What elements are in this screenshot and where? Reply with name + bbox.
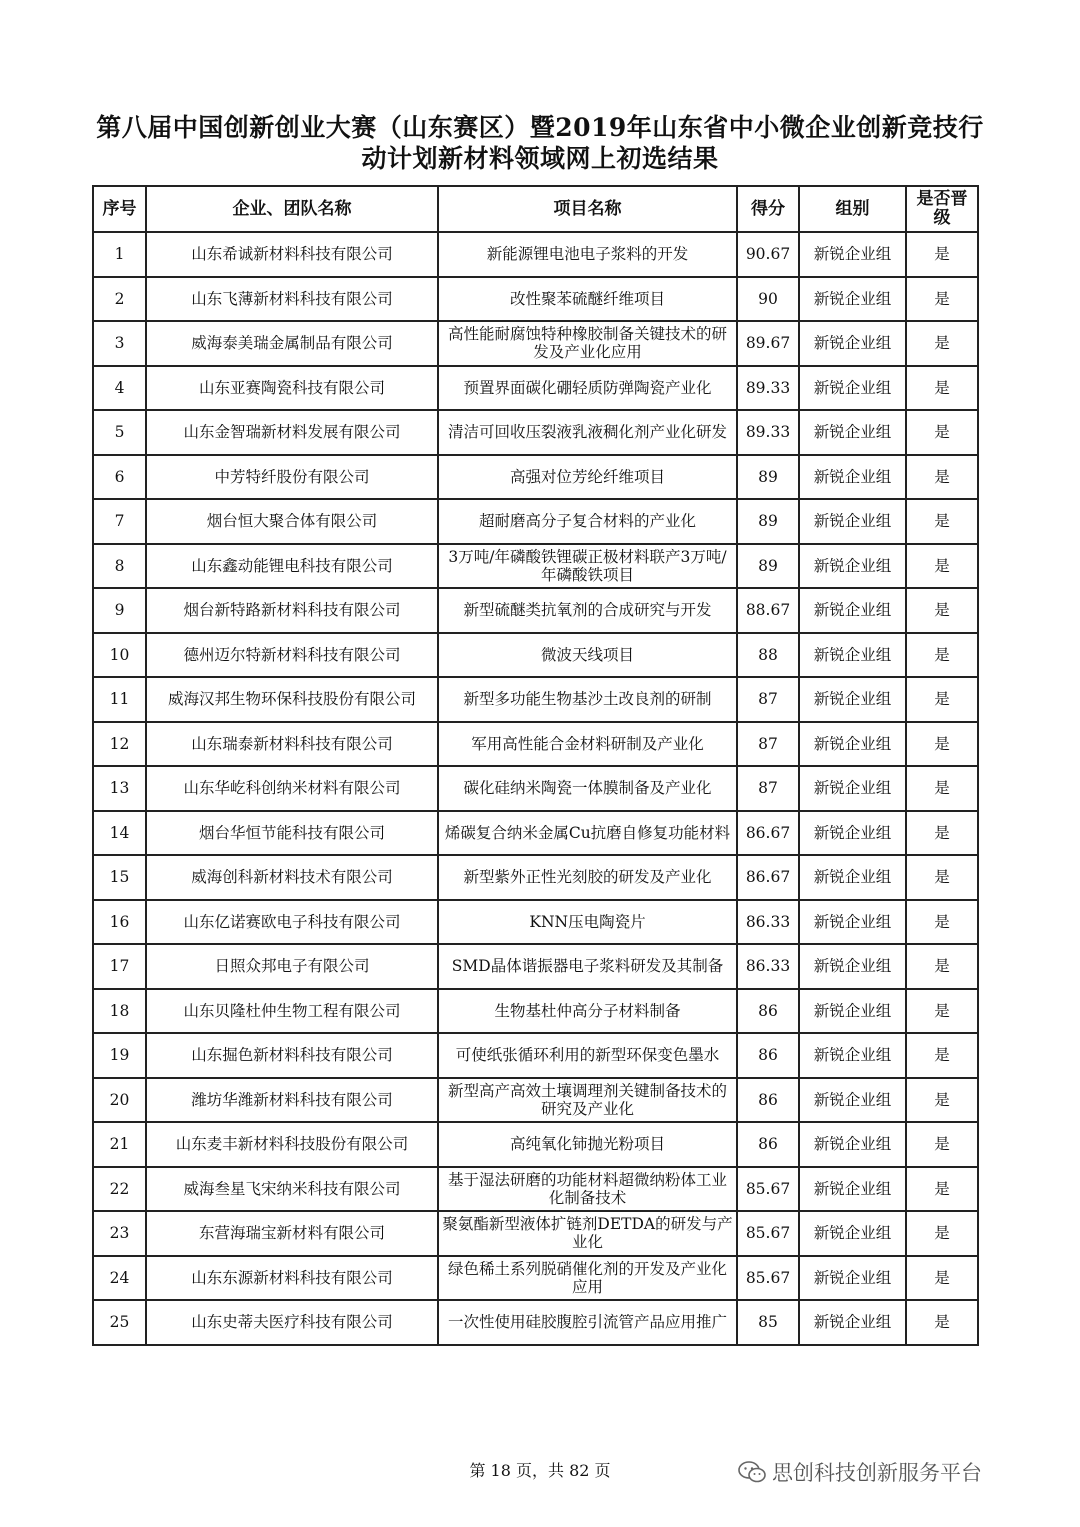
cell-promoted: 是 (906, 588, 978, 633)
cell-group: 新锐企业组 (799, 1300, 906, 1345)
cell-score: 89.33 (737, 366, 799, 411)
cell-project-name: 新型硫醚类抗氧剂的合成研究与开发 (438, 588, 737, 633)
table-row (93, 1256, 978, 1301)
wechat-icon (738, 1461, 766, 1483)
cell-promoted: 是 (906, 677, 978, 722)
table-row (93, 944, 978, 989)
title-line-2: 动计划新材料领域网上初选结果 (361, 144, 719, 173)
cell-score: 86 (737, 1122, 799, 1167)
cell-company-name: 山东掘色新材料科技有限公司 (146, 1033, 438, 1078)
cell-company-name: 威海叁星飞宋纳米科技有限公司 (146, 1167, 438, 1212)
table-row (93, 1078, 978, 1123)
cell-no: 25 (93, 1300, 146, 1345)
cell-project-name: 烯碳复合纳米金属Cu抗磨自修复功能材料 (438, 811, 737, 856)
cell-no: 19 (93, 1033, 146, 1078)
table-row (93, 277, 978, 322)
cell-company-name: 日照众邦电子有限公司 (146, 944, 438, 989)
cell-company-name: 山东麦丰新材料科技股份有限公司 (146, 1122, 438, 1167)
cell-group: 新锐企业组 (799, 1167, 906, 1212)
cell-group: 新锐企业组 (799, 811, 906, 856)
cell-promoted: 是 (906, 1033, 978, 1078)
cell-no: 12 (93, 722, 146, 767)
cell-score: 86.67 (737, 855, 799, 900)
table-row (93, 722, 978, 767)
cell-project-name: 高纯氧化铈抛光粉项目 (438, 1122, 737, 1167)
cell-score: 88.67 (737, 588, 799, 633)
cell-project-name: 基于湿法研磨的功能材料超微纳粉体工业化制备技术 (438, 1167, 737, 1212)
cell-project-name: 聚氨酯新型液体扩链剂DETDA的研发与产业化 (438, 1211, 737, 1256)
cell-project-name: 新型紫外正性光刻胶的研发及产业化 (438, 855, 737, 900)
table-row (93, 1211, 978, 1256)
table-row (93, 766, 978, 811)
cell-company-name: 东营海瑞宝新材料有限公司 (146, 1211, 438, 1256)
cell-score: 86.33 (737, 944, 799, 989)
cell-group: 新锐企业组 (799, 366, 906, 411)
cell-no: 18 (93, 989, 146, 1034)
cell-company-name: 德州迈尔特新材料科技有限公司 (146, 633, 438, 678)
page-footer: 第 18 页，共 82 页 (469, 1461, 611, 1480)
cell-score: 85 (737, 1300, 799, 1345)
cell-group: 新锐企业组 (799, 321, 906, 366)
cell-no: 1 (93, 232, 146, 277)
header-group: 组别 (799, 186, 906, 232)
cell-project-name: 3万吨/年磷酸铁锂碳正极材料联产3万吨/年磷酸铁项目 (438, 544, 737, 589)
cell-group: 新锐企业组 (799, 544, 906, 589)
results-table (92, 185, 979, 1346)
cell-project-name: 清洁可回收压裂液乳液稠化剂产业化研发 (438, 410, 737, 455)
cell-promoted: 是 (906, 1078, 978, 1123)
cell-score: 89.67 (737, 321, 799, 366)
cell-project-name: 改性聚苯硫醚纤维项目 (438, 277, 737, 322)
cell-group: 新锐企业组 (799, 900, 906, 945)
cell-project-name: 绿色稀土系列脱硝催化剂的开发及产业化应用 (438, 1256, 737, 1301)
cell-company-name: 山东希诚新材料科技有限公司 (146, 232, 438, 277)
cell-company-name: 威海泰美瑞金属制品有限公司 (146, 321, 438, 366)
cell-company-name: 山东东源新材料科技有限公司 (146, 1256, 438, 1301)
cell-no: 4 (93, 366, 146, 411)
cell-score: 89.33 (737, 410, 799, 455)
cell-no: 11 (93, 677, 146, 722)
cell-no: 3 (93, 321, 146, 366)
cell-score: 87 (737, 722, 799, 767)
table-row (93, 1167, 978, 1212)
cell-company-name: 烟台新特路新材料科技有限公司 (146, 588, 438, 633)
header-promoted: 是否晋级 (906, 186, 978, 232)
cell-project-name: 生物基杜仲高分子材料制备 (438, 989, 737, 1034)
table-row (93, 588, 978, 633)
cell-no: 14 (93, 811, 146, 856)
cell-project-name: 军用高性能合金材料研制及产业化 (438, 722, 737, 767)
cell-promoted: 是 (906, 321, 978, 366)
cell-promoted: 是 (906, 722, 978, 767)
cell-project-name: SMD晶体谐振器电子浆料研发及其制备 (438, 944, 737, 989)
cell-group: 新锐企业组 (799, 855, 906, 900)
cell-group: 新锐企业组 (799, 722, 906, 767)
cell-group: 新锐企业组 (799, 1033, 906, 1078)
cell-group: 新锐企业组 (799, 944, 906, 989)
cell-group: 新锐企业组 (799, 277, 906, 322)
table-header-row (93, 186, 978, 232)
cell-score: 89 (737, 499, 799, 544)
table-row (93, 1033, 978, 1078)
cell-project-name: 预置界面碳化硼轻质防弹陶瓷产业化 (438, 366, 737, 411)
cell-no: 2 (93, 277, 146, 322)
cell-no: 24 (93, 1256, 146, 1301)
table-row (93, 544, 978, 589)
cell-company-name: 烟台恒大聚合体有限公司 (146, 499, 438, 544)
cell-promoted: 是 (906, 1122, 978, 1167)
title-line-1: 第八届中国创新创业大赛（山东赛区）暨2019年山东省中小微企业创新竞技行 (96, 113, 984, 142)
cell-project-name: 新能源锂电池电子浆料的开发 (438, 232, 737, 277)
cell-company-name: 烟台华恒节能科技有限公司 (146, 811, 438, 856)
cell-group: 新锐企业组 (799, 410, 906, 455)
cell-promoted: 是 (906, 633, 978, 678)
table-row (93, 1122, 978, 1167)
table-row (93, 1300, 978, 1345)
cell-project-name: 碳化硅纳米陶瓷一体膜制备及产业化 (438, 766, 737, 811)
table-row (93, 499, 978, 544)
cell-group: 新锐企业组 (799, 1211, 906, 1256)
cell-score: 86.33 (737, 900, 799, 945)
table-row (93, 900, 978, 945)
cell-promoted: 是 (906, 232, 978, 277)
cell-group: 新锐企业组 (799, 989, 906, 1034)
cell-company-name: 山东飞薄新材料科技有限公司 (146, 277, 438, 322)
header-no: 序号 (93, 186, 146, 232)
cell-company-name: 山东亚赛陶瓷科技有限公司 (146, 366, 438, 411)
cell-group: 新锐企业组 (799, 1078, 906, 1123)
watermark-text: 思创科技创新服务平台 (772, 1461, 982, 1485)
cell-project-name: KNN压电陶瓷片 (438, 900, 737, 945)
cell-score: 87 (737, 766, 799, 811)
cell-promoted: 是 (906, 766, 978, 811)
cell-company-name: 山东亿诺赛欧电子科技有限公司 (146, 900, 438, 945)
cell-score: 86 (737, 989, 799, 1034)
cell-project-name: 新型高产高效土壤调理剂关键制备技术的研究及产业化 (438, 1078, 737, 1123)
cell-promoted: 是 (906, 1211, 978, 1256)
cell-group: 新锐企业组 (799, 1256, 906, 1301)
cell-company-name: 山东金智瑞新材料发展有限公司 (146, 410, 438, 455)
cell-score: 86 (737, 1033, 799, 1078)
cell-project-name: 可使纸张循环利用的新型环保变色墨水 (438, 1033, 737, 1078)
cell-company-name: 潍坊华潍新材料科技有限公司 (146, 1078, 438, 1123)
cell-promoted: 是 (906, 811, 978, 856)
cell-company-name: 威海创科新材料技术有限公司 (146, 855, 438, 900)
cell-group: 新锐企业组 (799, 232, 906, 277)
cell-score: 88 (737, 633, 799, 678)
cell-score: 85.67 (737, 1256, 799, 1301)
table-row (93, 855, 978, 900)
cell-group: 新锐企业组 (799, 1122, 906, 1167)
header-name: 企业、团队名称 (146, 186, 438, 232)
cell-promoted: 是 (906, 544, 978, 589)
cell-no: 5 (93, 410, 146, 455)
cell-no: 22 (93, 1167, 146, 1212)
table-row (93, 677, 978, 722)
cell-company-name: 威海汉邦生物环保科技股份有限公司 (146, 677, 438, 722)
table-row (93, 633, 978, 678)
cell-project-name: 微波天线项目 (438, 633, 737, 678)
cell-score: 86.67 (737, 811, 799, 856)
cell-group: 新锐企业组 (799, 677, 906, 722)
cell-score: 90.67 (737, 232, 799, 277)
cell-score: 89 (737, 544, 799, 589)
cell-promoted: 是 (906, 1167, 978, 1212)
cell-promoted: 是 (906, 944, 978, 989)
cell-no: 23 (93, 1211, 146, 1256)
cell-promoted: 是 (906, 410, 978, 455)
cell-score: 90 (737, 277, 799, 322)
cell-no: 13 (93, 766, 146, 811)
cell-promoted: 是 (906, 1256, 978, 1301)
cell-promoted: 是 (906, 855, 978, 900)
table-row (93, 989, 978, 1034)
cell-project-name: 超耐磨高分子复合材料的产业化 (438, 499, 737, 544)
cell-no: 21 (93, 1122, 146, 1167)
table-row (93, 811, 978, 856)
cell-promoted: 是 (906, 277, 978, 322)
cell-promoted: 是 (906, 900, 978, 945)
cell-promoted: 是 (906, 1300, 978, 1345)
cell-no: 20 (93, 1078, 146, 1123)
cell-promoted: 是 (906, 989, 978, 1034)
cell-company-name: 山东华屹科创纳米材料有限公司 (146, 766, 438, 811)
cell-promoted: 是 (906, 366, 978, 411)
cell-company-name: 山东贝隆杜仲生物工程有限公司 (146, 989, 438, 1034)
cell-no: 15 (93, 855, 146, 900)
watermark (738, 1457, 982, 1487)
cell-group: 新锐企业组 (799, 633, 906, 678)
cell-project-name: 高性能耐腐蚀特种橡胶制备关键技术的研发及产业化应用 (438, 321, 737, 366)
cell-company-name: 中芳特纤股份有限公司 (146, 455, 438, 500)
header-score: 得分 (737, 186, 799, 232)
document-title (60, 112, 1020, 174)
cell-no: 10 (93, 633, 146, 678)
table-row (93, 232, 978, 277)
cell-group: 新锐企业组 (799, 499, 906, 544)
cell-score: 87 (737, 677, 799, 722)
table-row (93, 410, 978, 455)
cell-company-name: 山东鑫动能锂电科技有限公司 (146, 544, 438, 589)
cell-project-name: 高强对位芳纶纤维项目 (438, 455, 737, 500)
cell-no: 8 (93, 544, 146, 589)
cell-no: 17 (93, 944, 146, 989)
header-project: 项目名称 (438, 186, 737, 232)
cell-project-name: 新型多功能生物基沙土改良剂的研制 (438, 677, 737, 722)
cell-score: 85.67 (737, 1211, 799, 1256)
table-row (93, 455, 978, 500)
table-row (93, 321, 978, 366)
cell-group: 新锐企业组 (799, 766, 906, 811)
cell-no: 16 (93, 900, 146, 945)
cell-group: 新锐企业组 (799, 455, 906, 500)
table-row (93, 366, 978, 411)
table-body (93, 232, 978, 1345)
cell-group: 新锐企业组 (799, 588, 906, 633)
cell-company-name: 山东史蒂夫医疗科技有限公司 (146, 1300, 438, 1345)
cell-company-name: 山东瑞泰新材料科技有限公司 (146, 722, 438, 767)
cell-no: 9 (93, 588, 146, 633)
cell-promoted: 是 (906, 499, 978, 544)
cell-promoted: 是 (906, 455, 978, 500)
cell-no: 6 (93, 455, 146, 500)
cell-score: 86 (737, 1078, 799, 1123)
cell-project-name: 一次性使用硅胶腹腔引流管产品应用推广 (438, 1300, 737, 1345)
cell-score: 89 (737, 455, 799, 500)
cell-no: 7 (93, 499, 146, 544)
cell-score: 85.67 (737, 1167, 799, 1212)
